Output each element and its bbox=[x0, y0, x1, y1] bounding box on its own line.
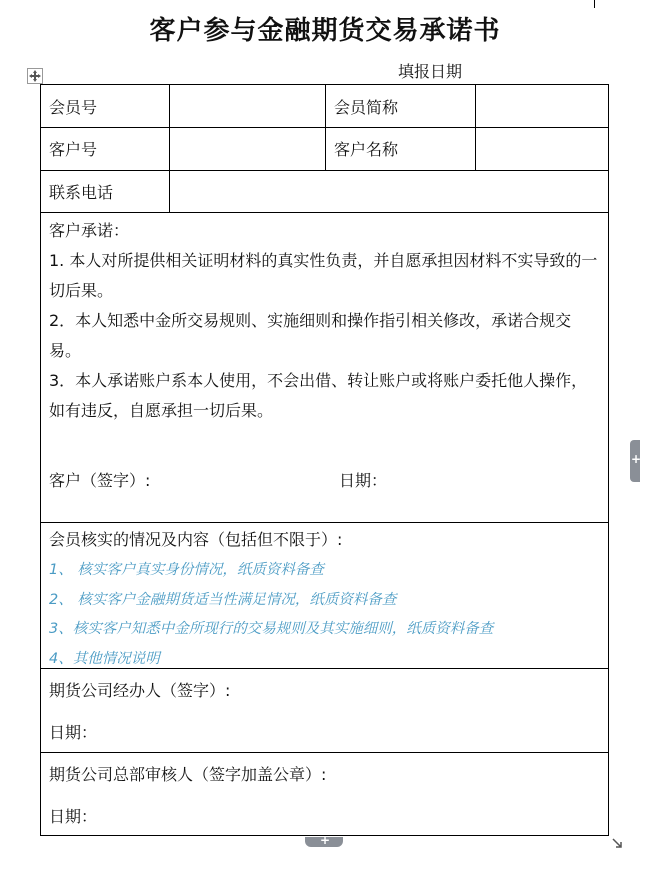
commitment-heading: 客户承诺： bbox=[49, 221, 130, 240]
handler-section bbox=[41, 668, 608, 753]
verification-item: 3、核实客户知悉中金所现行的交易规则及其实施细则，纸质资料备查 bbox=[49, 621, 494, 637]
reviewer-date-label: 日期： bbox=[49, 807, 98, 826]
commitment-item: 2．本人知悉中金所交易规则、实施细则和操作指引相关修改，承诺合规交易。 bbox=[49, 311, 572, 360]
member-short-name-label: 会员简称 bbox=[334, 97, 399, 117]
move-arrows-icon[interactable] bbox=[27, 68, 43, 84]
client-commitment-section bbox=[41, 212, 608, 523]
verification-heading: 会员核实的情况及内容（包括但不限于）: bbox=[49, 530, 343, 549]
client-date-label: 日期： bbox=[339, 471, 388, 490]
add-row-button[interactable] bbox=[305, 833, 343, 847]
commitment-item: 1. 本人对所提供相关证明材料的真实性负责，并自愿承担因材料不实导致的一切后果。 bbox=[49, 251, 598, 300]
client-signature-label: 客户（签字）: bbox=[49, 471, 151, 490]
member-no-input[interactable] bbox=[170, 85, 325, 127]
client-name-label: 客户名称 bbox=[334, 140, 399, 159]
resize-icon[interactable] bbox=[612, 838, 622, 848]
table-row bbox=[41, 127, 608, 171]
table-row bbox=[41, 85, 608, 128]
commitment-form-table bbox=[40, 84, 609, 836]
member-no-label: 会员号 bbox=[49, 97, 98, 117]
reviewer-signature-label: 期货公司总部审核人（签字加盖公章）: bbox=[49, 765, 327, 784]
member-verification-section bbox=[41, 522, 608, 669]
reviewer-section bbox=[41, 752, 608, 835]
commitment-item: 3．本人承诺账户系本人使用，不会出借、转让账户或将账户委托他人操作，如有违反，自愿承担一切后果。 bbox=[49, 371, 588, 420]
plus-icon: + bbox=[631, 452, 642, 466]
client-no-label: 客户号 bbox=[49, 140, 98, 159]
client-name-input[interactable] bbox=[476, 127, 608, 170]
table-row bbox=[41, 170, 608, 213]
page-title: 客户参与金融期货交易承诺书 bbox=[149, 16, 501, 46]
handler-signature-label: 期货公司经办人（签字）: bbox=[49, 681, 231, 700]
corner-mark bbox=[594, 0, 595, 8]
verification-item: 2、 核实客户金融期货适当性满足情况，纸质资料备查 bbox=[49, 591, 397, 608]
phone-input[interactable] bbox=[170, 170, 608, 212]
client-no-input[interactable] bbox=[170, 127, 325, 170]
verification-item: 1、 核实客户真实身份情况，纸质资料备查 bbox=[49, 562, 324, 578]
phone-label: 联系电话 bbox=[49, 182, 114, 202]
verification-item: 4、其他情况说明 bbox=[49, 650, 160, 667]
member-short-name-input[interactable] bbox=[476, 85, 608, 127]
plus-icon: + bbox=[320, 833, 331, 847]
fill-date-label: 填报日期 bbox=[398, 62, 463, 81]
add-column-button[interactable] bbox=[630, 440, 640, 482]
handler-date-label: 日期： bbox=[49, 723, 98, 742]
